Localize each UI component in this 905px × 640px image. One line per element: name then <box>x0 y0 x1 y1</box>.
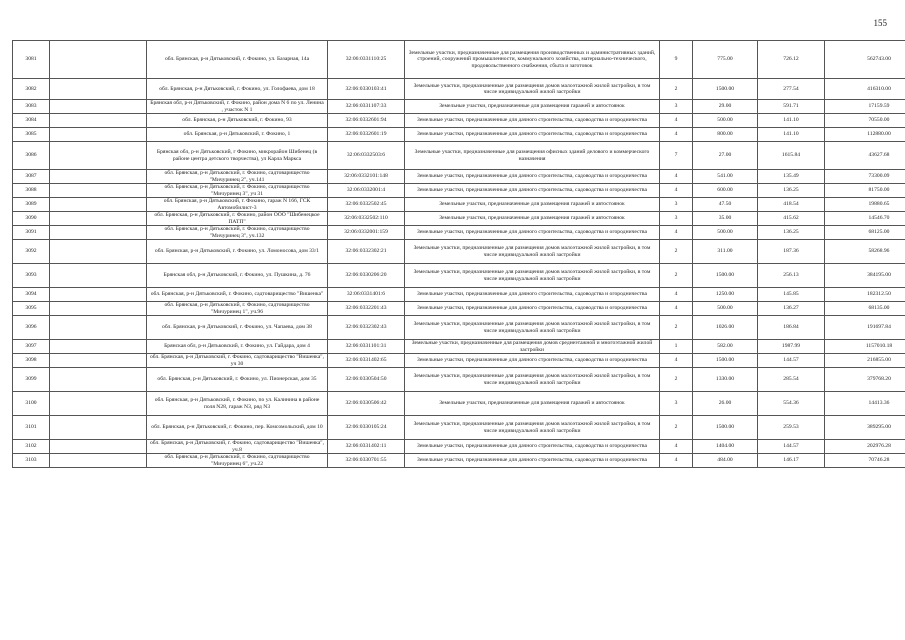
cadastral-number-cell: 32:06:0332001:4 <box>328 184 405 198</box>
group-cell: 7 <box>660 142 693 170</box>
address-cell: обл. Брянская, р-н Дятьковский, г. Фокино, садтоварищество "Мичуринец 2", уч.141 <box>147 170 328 184</box>
row-number: 3098 <box>13 354 50 368</box>
area-cell: 500.00 <box>693 114 758 128</box>
cadastral-value-cell: 14413.36 <box>825 392 905 416</box>
area-cell: 500.00 <box>693 302 758 316</box>
permitted-use-cell: Земельные участки, предназначенные для размещения гаражей и автостоянок <box>405 198 660 212</box>
address-cell: обл. Брянская, р-н Дятьковский, г. Фокино, ул. Чапаева, дом 38 <box>147 316 328 340</box>
table-row <box>13 454 905 468</box>
address-cell: обл. Брянская, р-н Дятьковский, г. Фокино, садтоварищество "Вишенка", уч.8 <box>147 440 328 454</box>
permitted-use-cell: Земельные участки, предназначенные для дачного строительства, садоводства и огородничества <box>405 302 660 316</box>
row-number: 3095 <box>13 302 50 316</box>
area-cell: 582.00 <box>693 340 758 354</box>
address-cell: Брянская обл, р-н Дятьковский, г Фокино, микрорайон Шибенец (в районе центра детского творчества), ул Карла Маркса <box>147 142 328 170</box>
row-number: 3101 <box>13 416 50 440</box>
area-cell: 1330.00 <box>693 368 758 392</box>
group-cell: 4 <box>660 454 693 468</box>
group-cell: 4 <box>660 184 693 198</box>
blank-cell <box>50 212 147 226</box>
row-number: 3092 <box>13 240 50 264</box>
row-number: 3089 <box>13 198 50 212</box>
specific-value-cell: 591.71 <box>758 100 825 114</box>
address-cell: обл. Брянская, р-н Дятьковский, г. Фокино, ул. Пионерская, дом 35 <box>147 368 328 392</box>
cadastral-value-cell: 14546.70 <box>825 212 905 226</box>
cadastral-value-cell: 81750.00 <box>825 184 905 198</box>
group-cell: 4 <box>660 288 693 302</box>
table-row <box>13 354 905 368</box>
specific-value-cell: 1615.84 <box>758 142 825 170</box>
cadastral-value-cell: 416310.00 <box>825 79 905 100</box>
area-cell: 484.00 <box>693 454 758 468</box>
group-cell: 3 <box>660 198 693 212</box>
row-number: 3093 <box>13 264 50 288</box>
cadastral-value-cell: 191697.84 <box>825 316 905 340</box>
permitted-use-cell: Земельные участки, предназначенные для размещения гаражей и автостоянок <box>405 212 660 226</box>
row-number: 3090 <box>13 212 50 226</box>
address-cell: обл. Брянская, р-н Дятьковский, г. Фокино, садтоварищество "Мичуринец 3", уч 31 <box>147 184 328 198</box>
cadastral-number-cell: 32:06:0331101:31 <box>328 340 405 354</box>
cadastral-number-cell: 32:06:0330506:42 <box>328 392 405 416</box>
group-cell: 4 <box>660 114 693 128</box>
permitted-use-cell: Земельные участки, предназначенные для дачного строительства, садоводства и огородничества <box>405 184 660 198</box>
group-cell: 4 <box>660 302 693 316</box>
specific-value-cell: 145.85 <box>758 288 825 302</box>
address-cell: обл. Брянская, р-н Дятьковский, г. Фокино, садтоварищество "Мичуринец 6", уч.22 <box>147 454 328 468</box>
cadastral-number-cell: 32:06:0332601:94 <box>328 114 405 128</box>
address-cell: обл. Брянская, р-н Дятьковский, г. Фокино, 1 <box>147 128 328 142</box>
cadastral-value-table <box>12 40 905 468</box>
permitted-use-cell: Земельные участки, предназначенные для размещения гаражей и автостоянок <box>405 392 660 416</box>
permitted-use-cell: Земельные участки, предназначенные для размещения домов малоэтажной жилой застройки, в том числе индивидуальной жилой застройки <box>405 316 660 340</box>
group-cell: 2 <box>660 240 693 264</box>
area-cell: 35.00 <box>693 212 758 226</box>
group-cell: 9 <box>660 41 693 79</box>
table-row <box>13 264 905 288</box>
blank-cell <box>50 198 147 212</box>
row-number: 3081 <box>13 41 50 79</box>
specific-value-cell: 136.25 <box>758 226 825 240</box>
address-cell: обл. Брянская, р-н Дятьковский, г. Фокино, ул. Базарная, 14а <box>147 41 328 79</box>
group-cell: 4 <box>660 440 693 454</box>
table-row <box>13 392 905 416</box>
cadastral-value-cell: 70746.28 <box>825 454 905 468</box>
blank-cell <box>50 340 147 354</box>
specific-value-cell: 136.25 <box>758 184 825 198</box>
cadastral-number-cell: 32:06:0331402:65 <box>328 354 405 368</box>
address-cell: Брянская обл, р-н Дятьковский, г. Фокино, ул. Пушкина, д. 76 <box>147 264 328 288</box>
table-row <box>13 340 905 354</box>
blank-cell <box>50 288 147 302</box>
table-row <box>13 226 905 240</box>
area-cell: 311.00 <box>693 240 758 264</box>
table-row <box>13 288 905 302</box>
row-number: 3091 <box>13 226 50 240</box>
blank-cell <box>50 440 147 454</box>
specific-value-cell: 285.54 <box>758 368 825 392</box>
row-number: 3094 <box>13 288 50 302</box>
cadastral-value-cell: 384195.00 <box>825 264 905 288</box>
blank-cell <box>50 128 147 142</box>
group-cell: 2 <box>660 79 693 100</box>
area-cell: 1250.00 <box>693 288 758 302</box>
blank-cell <box>50 170 147 184</box>
row-number: 3085 <box>13 128 50 142</box>
row-number: 3082 <box>13 79 50 100</box>
cadastral-number-cell: 32:06:0332601:19 <box>328 128 405 142</box>
cadastral-number-cell: 32:06:0331402:11 <box>328 440 405 454</box>
cadastral-number-cell: 32:06:0332101:148 <box>328 170 405 184</box>
area-cell: 775.00 <box>693 41 758 79</box>
row-number: 3097 <box>13 340 50 354</box>
permitted-use-cell: Земельные участки, предназначенные для дачного строительства, садоводства и огородничества <box>405 128 660 142</box>
specific-value-cell: 186.84 <box>758 316 825 340</box>
cadastral-value-cell: 379768.20 <box>825 368 905 392</box>
group-cell: 2 <box>660 416 693 440</box>
page-number: 155 <box>873 18 887 28</box>
blank-cell <box>50 316 147 340</box>
address-cell: Брянская обл, р-н Дятьковский, г. Фокино, район дома N 6 по ул. Ленина , участок N 1 <box>147 100 328 114</box>
permitted-use-cell: Земельные участки, предназначенные для размещения домов среднеэтажной и многоэтажной жилой застройки <box>405 340 660 354</box>
area-cell: 800.00 <box>693 128 758 142</box>
area-cell: 600.00 <box>693 184 758 198</box>
table-row <box>13 79 905 100</box>
blank-cell <box>50 142 147 170</box>
table-row <box>13 142 905 170</box>
row-number: 3083 <box>13 100 50 114</box>
address-cell: обл. Брянская, р-н Дятьковский, г. Фокино, садтоварищество "Вишенка", уч 30 <box>147 354 328 368</box>
table-body <box>13 41 905 468</box>
permitted-use-cell: Земельные участки, предназначенные для дачного строительства, садоводства и огородничества <box>405 226 660 240</box>
row-number: 3087 <box>13 170 50 184</box>
group-cell: 2 <box>660 368 693 392</box>
group-cell: 2 <box>660 316 693 340</box>
blank-cell <box>50 368 147 392</box>
address-cell: обл. Брянская, р-н Дятьковский, г. Фокино, садтоварищество "Мичуринец 3", уч.132 <box>147 226 328 240</box>
cadastral-number-cell: 32:06:0331107:33 <box>328 100 405 114</box>
cadastral-number-cell: 32:06:0331110:25 <box>328 41 405 79</box>
permitted-use-cell: Земельные участки, предназначенные для размещения производственных и административных зданий, строений, сооружений промышленности, коммунального хозяйства, материально-технического, продовольственного снабжения, сбыта и заготовок <box>405 41 660 79</box>
blank-cell <box>50 79 147 100</box>
address-cell: обл. Брянская, р-н Дятьковский, г. Фокино, по ул. Калинина в районе поля N28, гараж N3, ряд N3 <box>147 392 328 416</box>
permitted-use-cell: Земельные участки, предназначенные для дачного строительства, садоводства и огородничества <box>405 454 660 468</box>
specific-value-cell: 415.62 <box>758 212 825 226</box>
group-cell: 4 <box>660 226 693 240</box>
permitted-use-cell: Земельные участки, предназначенные для размещения гаражей и автостоянок <box>405 100 660 114</box>
blank-cell <box>50 392 147 416</box>
group-cell: 4 <box>660 128 693 142</box>
permitted-use-cell: Земельные участки, предназначенные для дачного строительства, садоводства и огородничества <box>405 440 660 454</box>
address-cell: обл. Брянская, р-н Дятьковский, г. Фокино, садтоварищество "Вишенка" <box>147 288 328 302</box>
blank-cell <box>50 114 147 128</box>
blank-cell <box>50 41 147 79</box>
row-number: 3084 <box>13 114 50 128</box>
blank-cell <box>50 354 147 368</box>
cadastral-value-cell: 68135.00 <box>825 302 905 316</box>
cadastral-number-cell: 32:06:0332503:6 <box>328 142 405 170</box>
cadastral-value-cell: 562743.00 <box>825 41 905 79</box>
permitted-use-cell: Земельные участки, предназначенные для дачного строительства, садоводства и огородничества <box>405 114 660 128</box>
cadastral-value-cell: 389295.00 <box>825 416 905 440</box>
area-cell: 1500.00 <box>693 354 758 368</box>
group-cell: 2 <box>660 264 693 288</box>
table-row <box>13 170 905 184</box>
area-cell: 1500.00 <box>693 264 758 288</box>
area-cell: 1500.00 <box>693 79 758 100</box>
cadastral-number-cell: 32:06:0332302:21 <box>328 240 405 264</box>
address-cell: Брянская обл, р-н Дятьковский, г. Фокино, ул. Гайдара, дом 4 <box>147 340 328 354</box>
blank-cell <box>50 226 147 240</box>
specific-value-cell: 141.10 <box>758 128 825 142</box>
table-row <box>13 240 905 264</box>
row-number: 3086 <box>13 142 50 170</box>
specific-value-cell: 136.27 <box>758 302 825 316</box>
cadastral-value-cell: 17159.59 <box>825 100 905 114</box>
specific-value-cell: 418.54 <box>758 198 825 212</box>
area-cell: 1404.00 <box>693 440 758 454</box>
table-row <box>13 41 905 79</box>
cadastral-value-cell: 182312.50 <box>825 288 905 302</box>
specific-value-cell: 144.57 <box>758 354 825 368</box>
permitted-use-cell: Земельные участки, предназначенные для размещения домов малоэтажной жилой застройки, в том числе индивидуальной жилой застройки <box>405 264 660 288</box>
cadastral-number-cell: 32:06:0330105:24 <box>328 416 405 440</box>
permitted-use-cell: Земельные участки, предназначенные для размещения домов малоэтажной жилой застройки, в том числе индивидуальной жилой застройки <box>405 240 660 264</box>
specific-value-cell: 554.36 <box>758 392 825 416</box>
address-cell: обл. Брянская, р-н Дятьковский, г. Фокино, 93 <box>147 114 328 128</box>
area-cell: 541.00 <box>693 170 758 184</box>
area-cell: 1500.00 <box>693 416 758 440</box>
cadastral-value-cell: 19880.65 <box>825 198 905 212</box>
cadastral-number-cell: 32:06:0330206:20 <box>328 264 405 288</box>
specific-value-cell: 146.17 <box>758 454 825 468</box>
cadastral-value-cell: 202976.28 <box>825 440 905 454</box>
cadastral-number-cell: 32:06:0332201:43 <box>328 302 405 316</box>
table-row <box>13 100 905 114</box>
group-cell: 3 <box>660 100 693 114</box>
group-cell: 4 <box>660 354 693 368</box>
blank-cell <box>50 416 147 440</box>
cadastral-number-cell: 32:06:0332502:45 <box>328 198 405 212</box>
group-cell: 3 <box>660 212 693 226</box>
area-cell: 26.00 <box>693 392 758 416</box>
permitted-use-cell: Земельные участки, предназначенные для дачного строительства, садоводства и огородничества <box>405 354 660 368</box>
table-row <box>13 316 905 340</box>
address-cell: обл. Брянская, р-н Дятьковский, г. Фокино, ул. Голофаева, дом 18 <box>147 79 328 100</box>
row-number: 3100 <box>13 392 50 416</box>
cadastral-value-cell: 73300.09 <box>825 170 905 184</box>
cadastral-value-cell: 43627.68 <box>825 142 905 170</box>
address-cell: обл. Брянская, р-н Дятьковский, г. Фокино, пер. Комсомольский, дом 10 <box>147 416 328 440</box>
table-row <box>13 198 905 212</box>
cadastral-value-cell: 70550.00 <box>825 114 905 128</box>
cadastral-value-cell: 58268.96 <box>825 240 905 264</box>
permitted-use-cell: Земельные участки, предназначенные для размещения домов малоэтажной жилой застройки, в том числе индивидуальной жилой застройки <box>405 368 660 392</box>
table-row <box>13 128 905 142</box>
cadastral-number-cell: 32:06:0332001:159 <box>328 226 405 240</box>
cadastral-number-cell: 32:06:0330701:55 <box>328 454 405 468</box>
cadastral-value-cell: 68125.00 <box>825 226 905 240</box>
table-row <box>13 368 905 392</box>
table-row <box>13 184 905 198</box>
permitted-use-cell: Земельные участки, предназначенные для размещения офисных зданий делового и коммерческого назначения <box>405 142 660 170</box>
specific-value-cell: 1987.99 <box>758 340 825 354</box>
row-number: 3096 <box>13 316 50 340</box>
permitted-use-cell: Земельные участки, предназначенные для дачного строительства, садоводства и огородничества <box>405 288 660 302</box>
specific-value-cell: 141.10 <box>758 114 825 128</box>
cadastral-number-cell: 32:06:0332502:110 <box>328 212 405 226</box>
group-cell: 4 <box>660 170 693 184</box>
specific-value-cell: 187.36 <box>758 240 825 264</box>
area-cell: 29.00 <box>693 100 758 114</box>
specific-value-cell: 144.57 <box>758 440 825 454</box>
area-cell: 500.00 <box>693 226 758 240</box>
row-number: 3103 <box>13 454 50 468</box>
blank-cell <box>50 240 147 264</box>
group-cell: 3 <box>660 392 693 416</box>
permitted-use-cell: Земельные участки, предназначенные для размещения домов малоэтажной жилой застройки, в том числе индивидуальной жилой застройки <box>405 416 660 440</box>
permitted-use-cell: Земельные участки, предназначенные для дачного строительства, садоводства и огородничества <box>405 170 660 184</box>
cadastral-value-cell: 112880.00 <box>825 128 905 142</box>
cadastral-value-cell: 1157010.18 <box>825 340 905 354</box>
cadastral-number-cell: 32:06:0331401:6 <box>328 288 405 302</box>
address-cell: обл. Брянская, р-н Дятьковский, г. Фокино, садтоварищество "Мичуринец 1", уч.96 <box>147 302 328 316</box>
blank-cell <box>50 454 147 468</box>
blank-cell <box>50 264 147 288</box>
cadastral-number-cell: 32:06:0330103:41 <box>328 79 405 100</box>
cadastral-number-cell: 32:06:0332302:43 <box>328 316 405 340</box>
group-cell: 1 <box>660 340 693 354</box>
row-number: 3099 <box>13 368 50 392</box>
specific-value-cell: 259.53 <box>758 416 825 440</box>
table-row <box>13 416 905 440</box>
table-row <box>13 212 905 226</box>
area-cell: 47.50 <box>693 198 758 212</box>
blank-cell <box>50 100 147 114</box>
specific-value-cell: 135.49 <box>758 170 825 184</box>
area-cell: 27.00 <box>693 142 758 170</box>
row-number: 3102 <box>13 440 50 454</box>
permitted-use-cell: Земельные участки, предназначенные для размещения домов малоэтажной жилой застройки, в том числе индивидуальной жилой застройки <box>405 79 660 100</box>
specific-value-cell: 277.54 <box>758 79 825 100</box>
area-cell: 1026.00 <box>693 316 758 340</box>
specific-value-cell: 256.13 <box>758 264 825 288</box>
table-row <box>13 440 905 454</box>
blank-cell <box>50 302 147 316</box>
address-cell: обл. Брянская, р-н Дятьковский, г. Фокино, гараж N 166, ГСК Автомобилист-3 <box>147 198 328 212</box>
table-row <box>13 114 905 128</box>
address-cell: обл. Брянская, р-н Дятьковский, г. Фокино, район ООО "Шибенецкое ПАТП" <box>147 212 328 226</box>
cadastral-number-cell: 32:06:0330504:50 <box>328 368 405 392</box>
row-number: 3088 <box>13 184 50 198</box>
cadastral-value-cell: 216855.00 <box>825 354 905 368</box>
blank-cell <box>50 184 147 198</box>
table-row <box>13 302 905 316</box>
address-cell: обл. Брянская, р-н Дятьковский, г. Фокино, ул. Ломоносова, дом 33/1 <box>147 240 328 264</box>
specific-value-cell: 726.12 <box>758 41 825 79</box>
